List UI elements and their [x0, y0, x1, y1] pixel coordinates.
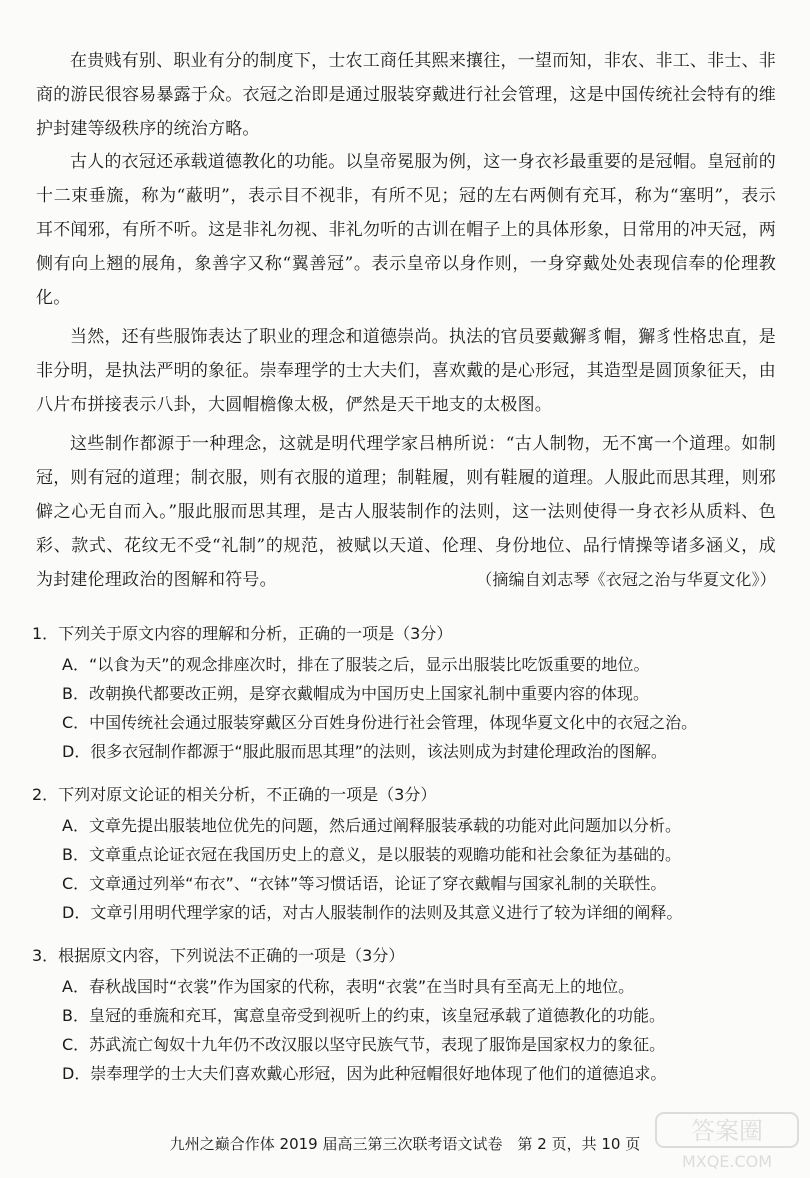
source-citation: （摘编自刘志琴《衣冠之治与华夏文化》）: [476, 570, 776, 589]
paragraph-1: 在贵贱有别、职业有分的制度下，士农工商任其熙来攘往，一望而知，非农、非工、非士、非商的游民很容易暴露于众。衣冠之治即是通过服装穿戴进行社会管理，这是中国传统社会特有的维护封建等级秩序的统治方略。: [36, 51, 776, 139]
paragraph-2: 古人的衣冠还承载道德教化的功能。以皇帝冕服为例，这一身衣衫最重要的是冠帽。皇冠前的十二束垂旒，称为“蔽明”，表示目不视非，有所不见；冠的左右两侧有充耳，称为“塞明”，表示耳不闻邪，有所不听。这是非礼勿视、非礼勿听的古训在帽子上的具体形象，日常用的冲天冠，两侧有向上翘的展角，象善字又称“翼善冠”。表示皇帝以身作则，一身穿戴处处表现信奉的伦理教化。: [36, 152, 776, 308]
paragraph-4: [36, 427, 776, 597]
option-c: C．文章通过列举“布衣”、“衣钵”等习惯话语，论证了穿衣戴帽与国家礼制的关联性。: [62, 874, 667, 893]
page-footer: 九州之巅合作体 2019 届高三第三次联考语文试卷 第 2 页，共 10 页: [169, 1135, 641, 1153]
option-a: A．“以食为天”的观念排座次时，排在了服装之后，显示出服装比吃饭重要的地位。: [62, 655, 650, 674]
question-2: [32, 781, 782, 927]
question-stem: 3．根据原文内容，下列说法不正确的一项是（3分）: [32, 946, 405, 965]
watermark-top-text: 答案圈: [691, 1117, 763, 1145]
watermark-logo: [652, 1110, 802, 1172]
option-a: A．文章先提出服装地位优先的问题，然后通过阐释服装承载的功能对此问题加以分析。: [62, 816, 681, 835]
question-stem: 2．下列对原文论证的相关分析，不正确的一项是（3分）: [32, 785, 437, 804]
option-c: C．苏武流亡匈奴十九年仍不改汉服以坚守民族气节，表现了服饰是国家权力的象征。: [62, 1035, 666, 1054]
option-b: B．改朝换代都要改正朔，是穿衣戴帽成为中国历史上国家礼制中重要内容的体现。: [62, 684, 649, 703]
paragraph-4-text: 这些制作都源于一种理念，这就是明代理学家吕柟所说：“古人制物，无不寓一个道理。如制冠，则有冠的道理；制衣服，则有衣服的道理；制鞋履，则有鞋履的道理。人服此而思其理，则邪僻之心无自而入。”服此服而思其理，是古人服装制作的法则，这一法则使得一身衣衫从质料、色彩、款式、花纹无不受“礼制”的规范，被赋以天道、伦理、身份地位、品行情操等诸多涵义，成为封建伦理政治的图解和符号。: [36, 434, 776, 590]
option-b: B．文章重点论证衣冠在我国历史上的意义，是以服装的观瞻功能和社会象征为基础的。: [62, 845, 681, 864]
paragraph-3: 当然，还有些服饰表达了职业的理念和道德崇尚。执法的官员要戴獬豸帽，獬豸性格忠直，是非分明，是执法严明的象征。崇奉理学的士大夫们，喜欢戴的是心形冠，其造型是圆顶象征天，由八片布拼接表示八卦，大圆帽檐像太极，俨然是天干地支的太极图。: [36, 327, 776, 415]
watermark-bottom-text: MXQE.COM: [681, 1152, 773, 1171]
option-d: D．崇奉理学的士大夫们喜欢戴心形冠，因为此种冠帽很好地体现了他们的道德追求。: [62, 1064, 667, 1083]
option-b: B．皇冠的垂旒和充耳，寓意皇帝受到视听上的约束，该皇冠承载了道德教化的功能。: [62, 1006, 665, 1025]
question-1: [32, 620, 782, 766]
option-c: C．中国传统社会通过服装穿戴区分百姓身份进行社会管理，体现华夏文化中的衣冠之治。: [62, 713, 698, 732]
option-a: A．春秋战国时“衣裳”作为国家的代称，表明“衣裳”在当时具有至高无上的地位。: [62, 977, 635, 996]
question-3: [32, 942, 782, 1088]
question-stem: 1．下列关于原文内容的理解和分析，正确的一项是（3分）: [32, 624, 453, 643]
option-d: D．文章引用明代理学家的话，对古人服装制作的法则及其意义进行了较为详细的阐释。: [62, 903, 683, 922]
option-d: D．很多衣冠制作都源于“服此服而思其理”的法则，该法则成为封建伦理政治的图解。: [62, 742, 667, 761]
